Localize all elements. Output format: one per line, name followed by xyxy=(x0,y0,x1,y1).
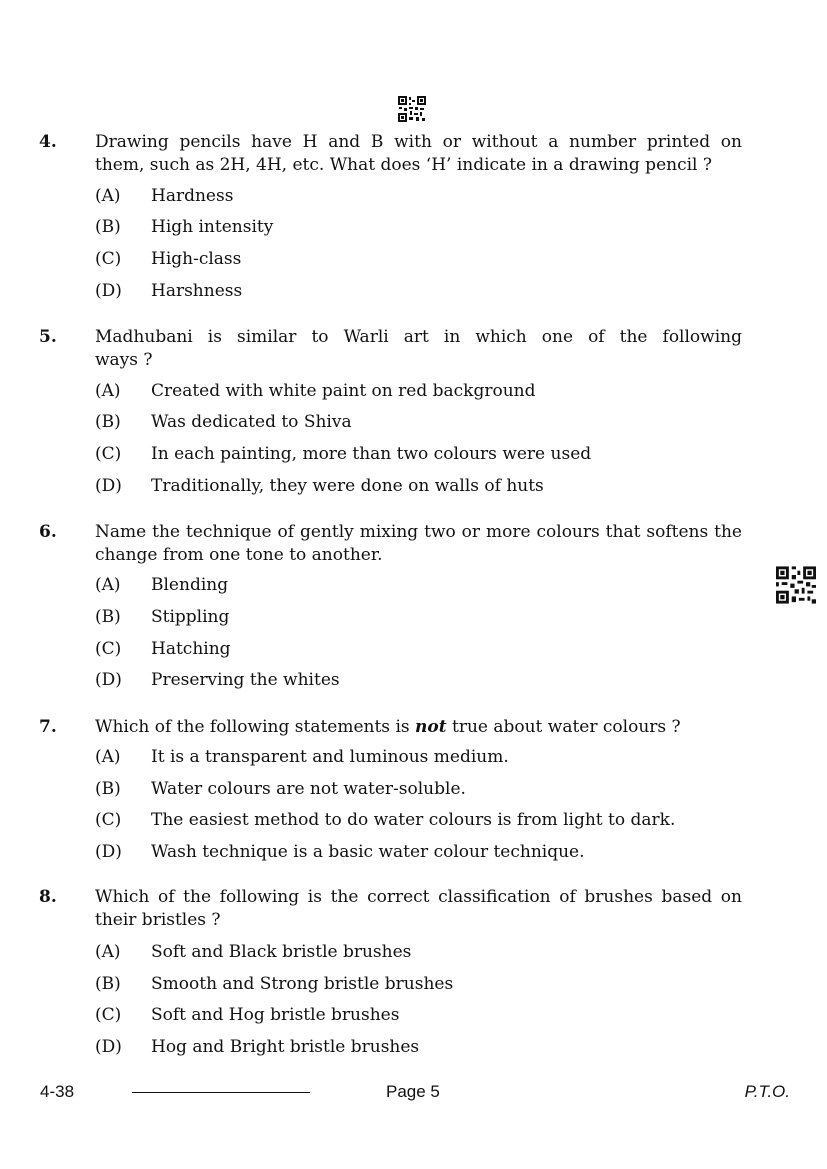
option-text: Was dedicated to Shiva xyxy=(151,412,352,432)
option-text: Traditionally, they were done on walls of huts xyxy=(151,476,544,496)
option-label: (B) xyxy=(95,974,121,994)
qr-code-side xyxy=(776,566,816,604)
option-label: (D) xyxy=(95,1037,122,1057)
option-text: Harshness xyxy=(151,281,243,301)
option-label: (B) xyxy=(95,779,121,799)
option-text: High-class xyxy=(151,249,242,269)
option-label: (C) xyxy=(95,249,122,269)
question-number: 6. xyxy=(39,522,57,542)
option-text: Hardness xyxy=(151,186,234,206)
question-text xyxy=(95,521,742,567)
option-label: (C) xyxy=(95,1005,122,1025)
question-text-line: their bristles ? xyxy=(95,910,221,930)
question-number: 8. xyxy=(39,887,57,907)
question-text xyxy=(95,716,742,739)
question-text xyxy=(95,131,742,177)
option-text: Soft and Black bristle brushes xyxy=(151,942,412,962)
question-text xyxy=(95,886,742,932)
option-text: In each painting, more than two colours were used xyxy=(151,444,592,464)
option-label: (B) xyxy=(95,217,121,237)
option-label: (B) xyxy=(95,412,121,432)
question-text xyxy=(95,326,742,372)
question-number: 5. xyxy=(39,327,57,347)
option-label: (A) xyxy=(95,747,121,767)
option-text: The easiest method to do water colours is from light to dark. xyxy=(151,810,676,830)
page-footer xyxy=(0,1080,827,1104)
question-text-before: Which of the following statements is xyxy=(95,717,416,737)
option-label: (D) xyxy=(95,476,122,496)
question-text-line: change from one tone to another. xyxy=(95,545,383,565)
option-text: Blending xyxy=(151,575,229,595)
option-text: Created with white paint on red background xyxy=(151,381,536,401)
question-text-emphasis: not xyxy=(415,717,447,737)
pto-label: P.T.O. xyxy=(744,1082,790,1101)
question-number: 7. xyxy=(39,717,57,737)
option-label: (D) xyxy=(95,842,122,862)
option-text: Stippling xyxy=(151,607,230,627)
option-text: Hog and Bright bristle brushes xyxy=(151,1037,420,1057)
option-text: Soft and Hog bristle brushes xyxy=(151,1005,400,1025)
question-text-line: them, such as 2H, 4H, etc. What does ‘H’ indicate in a drawing pencil ? xyxy=(95,155,712,175)
question-text-line: ways ? xyxy=(95,350,153,370)
option-label: (D) xyxy=(95,670,122,690)
option-label: (A) xyxy=(95,575,121,595)
page-number: Page 5 xyxy=(386,1082,440,1101)
question-text-line: Which of the following is the correct classification of brushes based on xyxy=(95,887,742,907)
option-label: (C) xyxy=(95,810,122,830)
option-label: (D) xyxy=(95,281,122,301)
option-text: Water colours are not water-soluble. xyxy=(151,779,466,799)
question-text-line: Madhubani is similar to Warli art in which one of the following xyxy=(95,327,742,347)
option-label: (A) xyxy=(95,942,121,962)
option-label: (A) xyxy=(95,186,121,206)
question-text-after: true about water colours ? xyxy=(446,717,681,737)
qr-code-top xyxy=(398,96,426,122)
question-text-line: Name the technique of gently mixing two or more colours that softens the xyxy=(95,522,742,542)
option-label: (B) xyxy=(95,607,121,627)
paper-code: 4-38 xyxy=(40,1082,75,1101)
question-number: 4. xyxy=(39,132,57,152)
option-text: Smooth and Strong bristle brushes xyxy=(151,974,454,994)
option-text: High intensity xyxy=(151,217,274,237)
option-text: Preserving the whites xyxy=(151,670,340,690)
question-text-line: Drawing pencils have H and B with or without a number printed on xyxy=(95,132,742,152)
option-label: (C) xyxy=(95,639,122,659)
option-text: Hatching xyxy=(151,639,231,659)
option-label: (C) xyxy=(95,444,122,464)
option-text: It is a transparent and luminous medium. xyxy=(151,747,509,767)
footer-rule xyxy=(132,1092,310,1093)
option-text: Wash technique is a basic water colour technique. xyxy=(151,842,585,862)
option-label: (A) xyxy=(95,381,121,401)
